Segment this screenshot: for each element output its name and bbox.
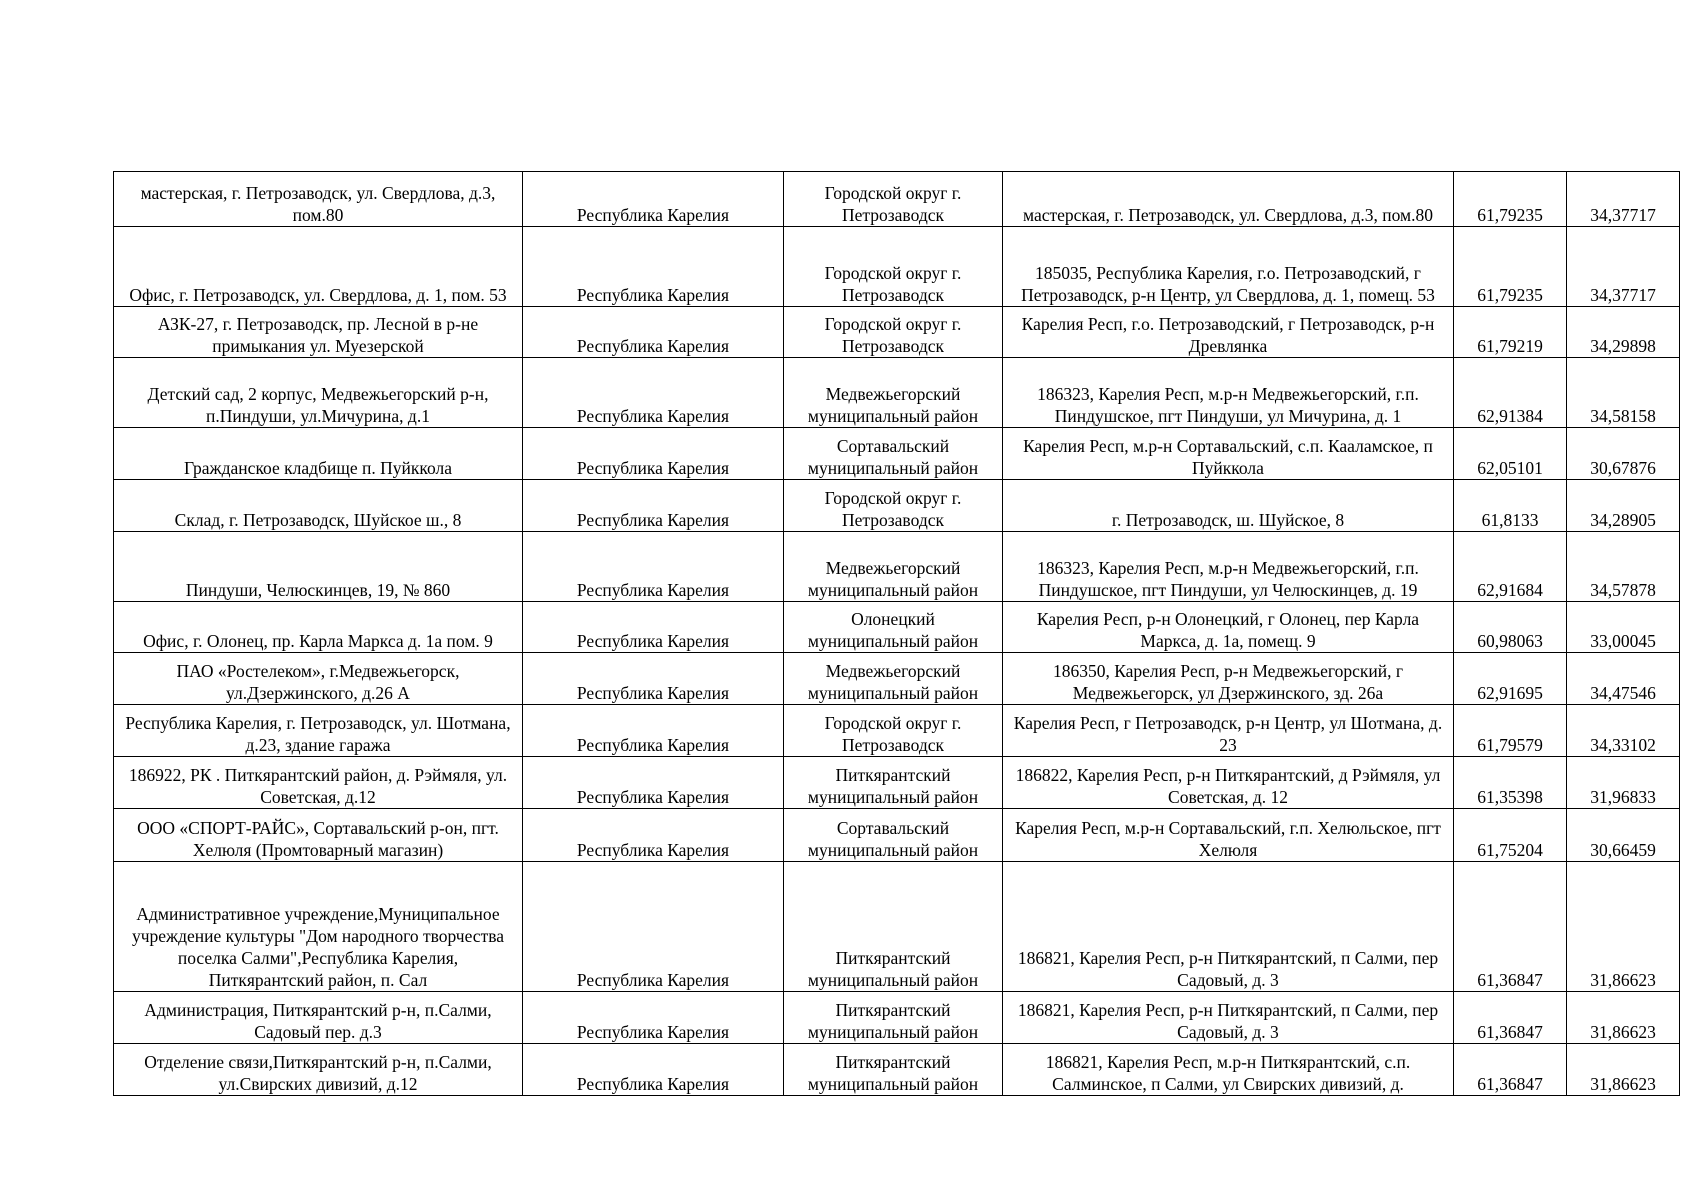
cell-longitude: 31,86623 [1567, 1044, 1680, 1096]
cell-object-name: ООО «СПОРТ-РАЙС», Сортавальский р-он, пгт. Хелюля (Промтоварный магазин) [114, 809, 523, 862]
cell-object-name: Административное учреждение,Муниципальное учреждение культуры "Дом народного творчества поселка Салми",Республика Карелия, Питкярантский район, п. Сал [114, 862, 523, 992]
cell-object-name: Республика Карелия, г. Петрозаводск, ул. Шотмана, д.23, здание гаража [114, 705, 523, 757]
cell-object-name: 186922, РК . Питкярантский район, д. Рэймяля, ул. Советская, д.12 [114, 757, 523, 809]
cell-latitude: 62,05101 [1454, 428, 1567, 480]
cell-municipality: Олонецкий муниципальный район [784, 602, 1003, 653]
cell-object-name: ПАО «Ростелеком», г.Медвежьегорск, ул.Дзержинского, д.26 А [114, 653, 523, 705]
cell-latitude: 61,79235 [1454, 227, 1567, 307]
cell-object-name: Детский сад, 2 корпус, Медвежьегорский р-н, п.Пиндуши, ул.Мичурина, д.1 [114, 358, 523, 428]
cell-longitude: 34,47546 [1567, 653, 1680, 705]
cell-longitude: 34,29898 [1567, 307, 1680, 358]
cell-latitude: 62,91684 [1454, 532, 1567, 602]
cell-longitude: 33,00045 [1567, 602, 1680, 653]
cell-address: Карелия Респ, р-н Олонецкий, г Олонец, пер Карла Маркса, д. 1а, помещ. 9 [1003, 602, 1454, 653]
cell-address: 186821, Карелия Респ, м.р-н Питкярантский, с.п. Салминское, п Салми, ул Свирских дивизий, д. [1003, 1044, 1454, 1096]
table-row [114, 705, 1680, 757]
cell-address: Карелия Респ, м.р-н Сортавальский, с.п. Кааламское, п Пуйккола [1003, 428, 1454, 480]
table-row [114, 602, 1680, 653]
table-row [114, 307, 1680, 358]
cell-latitude: 61,75204 [1454, 809, 1567, 862]
table-row [114, 757, 1680, 809]
cell-object-name: АЗК-27, г. Петрозаводск, пр. Лесной в р-не примыкания ул. Муезерской [114, 307, 523, 358]
cell-address: 186323, Карелия Респ, м.р-н Медвежьегорский, г.п. Пиндушское, пгт Пиндуши, ул Мичурина, д. 1 [1003, 358, 1454, 428]
cell-longitude: 34,37717 [1567, 172, 1680, 227]
cell-latitude: 61,36847 [1454, 992, 1567, 1044]
table-body [114, 172, 1680, 1096]
cell-municipality: Медвежьегорский муниципальный район [784, 358, 1003, 428]
cell-address: 186821, Карелия Респ, р-н Питкярантский, п Салми, пер Садовый, д. 3 [1003, 992, 1454, 1044]
cell-address: г. Петрозаводск, ш. Шуйское, 8 [1003, 480, 1454, 532]
cell-municipality: Городской округ г. Петрозаводск [784, 227, 1003, 307]
cell-object-name: Склад, г. Петрозаводск, Шуйское ш., 8 [114, 480, 523, 532]
cell-municipality: Питкярантский муниципальный район [784, 757, 1003, 809]
cell-region: Республика Карелия [523, 992, 784, 1044]
cell-longitude: 30,67876 [1567, 428, 1680, 480]
cell-municipality: Медвежьегорский муниципальный район [784, 653, 1003, 705]
cell-municipality: Городской округ г. Петрозаводск [784, 480, 1003, 532]
table-row [114, 653, 1680, 705]
cell-region: Республика Карелия [523, 532, 784, 602]
cell-latitude: 61,35398 [1454, 757, 1567, 809]
cell-region: Республика Карелия [523, 809, 784, 862]
table-row [114, 1044, 1680, 1096]
cell-municipality: Городской округ г. Петрозаводск [784, 705, 1003, 757]
table-row [114, 227, 1680, 307]
table-row [114, 480, 1680, 532]
cell-object-name: мастерская, г. Петрозаводск, ул. Свердлова, д.3, пом.80 [114, 172, 523, 227]
cell-municipality: Городской округ г. Петрозаводск [784, 307, 1003, 358]
table-row [114, 428, 1680, 480]
cell-municipality: Питкярантский муниципальный район [784, 1044, 1003, 1096]
cell-address: Карелия Респ, г Петрозаводск, р-н Центр, ул Шотмана, д. 23 [1003, 705, 1454, 757]
cell-latitude: 62,91695 [1454, 653, 1567, 705]
cell-object-name: Гражданское кладбище п. Пуйккола [114, 428, 523, 480]
cell-latitude: 62,91384 [1454, 358, 1567, 428]
cell-address: мастерская, г. Петрозаводск, ул. Свердлова, д.3, пом.80 [1003, 172, 1454, 227]
cell-region: Республика Карелия [523, 227, 784, 307]
cell-region: Республика Карелия [523, 602, 784, 653]
cell-object-name: Отделение связи,Питкярантский р-н, п.Салми, ул.Свирских дивизий, д.12 [114, 1044, 523, 1096]
cell-address: 186323, Карелия Респ, м.р-н Медвежьегорский, г.п. Пиндушское, пгт Пиндуши, ул Челюскинцев, д. 19 [1003, 532, 1454, 602]
cell-region: Республика Карелия [523, 757, 784, 809]
cell-municipality: Медвежьегорский муниципальный район [784, 532, 1003, 602]
table-row [114, 532, 1680, 602]
cell-region: Республика Карелия [523, 1044, 784, 1096]
cell-object-name: Офис, г. Петрозаводск, ул. Свердлова, д. 1, пом. 53 [114, 227, 523, 307]
cell-municipality: Питкярантский муниципальный район [784, 992, 1003, 1044]
cell-address: 186821, Карелия Респ, р-н Питкярантский, п Салми, пер Садовый, д. 3 [1003, 862, 1454, 992]
table-row [114, 358, 1680, 428]
cell-latitude: 60,98063 [1454, 602, 1567, 653]
table-row [114, 172, 1680, 227]
cell-latitude: 61,79579 [1454, 705, 1567, 757]
table-row [114, 862, 1680, 992]
table-row [114, 992, 1680, 1044]
cell-latitude: 61,36847 [1454, 862, 1567, 992]
cell-address: 186822, Карелия Респ, р-н Питкярантский, д Рэймяля, ул Советская, д. 12 [1003, 757, 1454, 809]
cell-address: 185035, Республика Карелия, г.о. Петрозаводский, г Петрозаводск, р-н Центр, ул Свердлова, д. 1, помещ. 53 [1003, 227, 1454, 307]
cell-latitude: 61,36847 [1454, 1044, 1567, 1096]
cell-longitude: 31,96833 [1567, 757, 1680, 809]
cell-longitude: 30,66459 [1567, 809, 1680, 862]
data-table [113, 171, 1680, 1096]
cell-region: Республика Карелия [523, 653, 784, 705]
cell-latitude: 61,79219 [1454, 307, 1567, 358]
cell-longitude: 34,37717 [1567, 227, 1680, 307]
cell-address: 186350, Карелия Респ, р-н Медвежьегорский, г Медвежьегорск, ул Дзержинского, зд. 26а [1003, 653, 1454, 705]
cell-region: Республика Карелия [523, 862, 784, 992]
cell-region: Республика Карелия [523, 358, 784, 428]
cell-address: Карелия Респ, г.о. Петрозаводский, г Петрозаводск, р-н Древлянка [1003, 307, 1454, 358]
cell-longitude: 34,57878 [1567, 532, 1680, 602]
cell-address: Карелия Респ, м.р-н Сортавальский, г.п. Хелюльское, пгт Хелюля [1003, 809, 1454, 862]
cell-object-name: Администрация, Питкярантский р-н, п.Салми, Садовый пер. д.3 [114, 992, 523, 1044]
cell-municipality: Городской округ г. Петрозаводск [784, 172, 1003, 227]
cell-municipality: Сортавальский муниципальный район [784, 428, 1003, 480]
cell-region: Республика Карелия [523, 428, 784, 480]
cell-municipality: Питкярантский муниципальный район [784, 862, 1003, 992]
table-row [114, 809, 1680, 862]
cell-longitude: 34,28905 [1567, 480, 1680, 532]
cell-longitude: 34,58158 [1567, 358, 1680, 428]
cell-object-name: Офис, г. Олонец, пр. Карла Маркса д. 1а пом. 9 [114, 602, 523, 653]
cell-region: Республика Карелия [523, 307, 784, 358]
cell-municipality: Сортавальский муниципальный район [784, 809, 1003, 862]
cell-longitude: 34,33102 [1567, 705, 1680, 757]
cell-longitude: 31,86623 [1567, 992, 1680, 1044]
cell-object-name: Пиндуши, Челюскинцев, 19, № 860 [114, 532, 523, 602]
cell-region: Республика Карелия [523, 172, 784, 227]
cell-latitude: 61,8133 [1454, 480, 1567, 532]
cell-latitude: 61,79235 [1454, 172, 1567, 227]
cell-region: Республика Карелия [523, 480, 784, 532]
cell-region: Республика Карелия [523, 705, 784, 757]
cell-longitude: 31,86623 [1567, 862, 1680, 992]
